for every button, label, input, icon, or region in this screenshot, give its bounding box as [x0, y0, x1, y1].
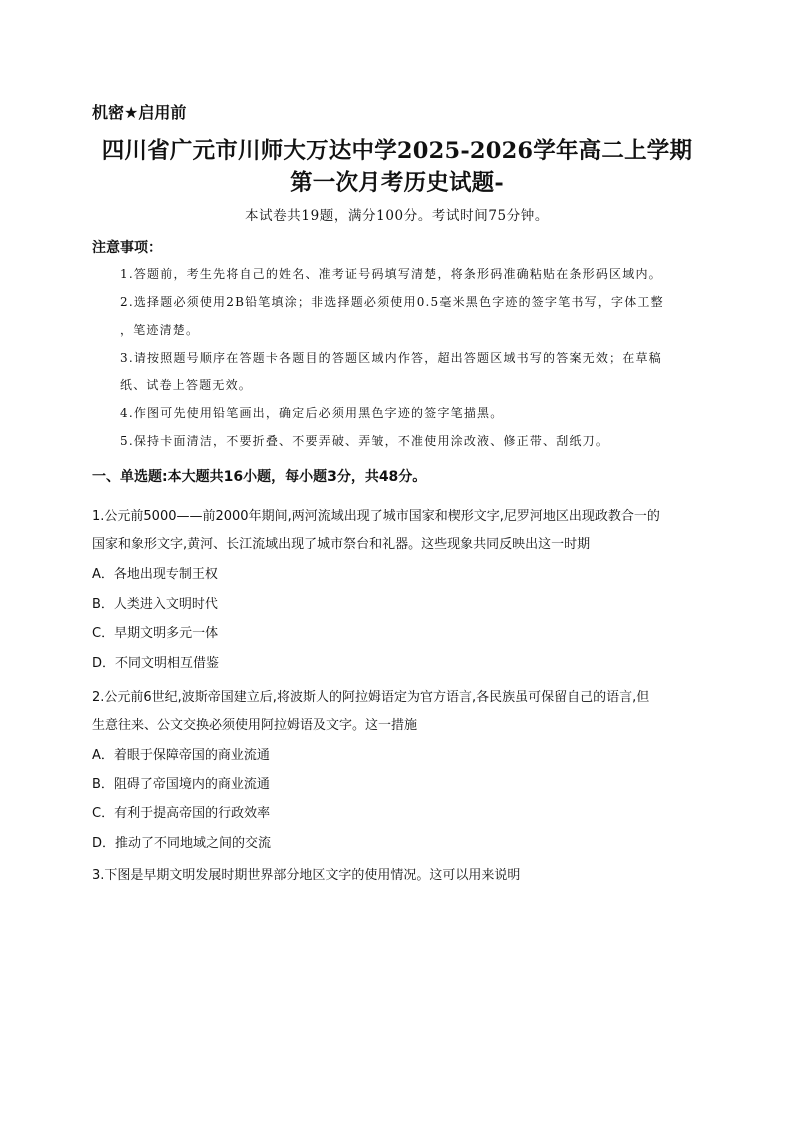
question-1-option-b: B．人类进入文明时代	[92, 597, 218, 612]
exam-title-line2: 第一次月考历史试题-	[290, 170, 504, 196]
notice-line: 5.保持卡面清洁，不要折叠、不要弄破、弄皱，不准使用涂改液、修正带、刮纸刀。	[120, 434, 610, 448]
question-1-option-c: C．早期文明多元一体	[92, 626, 219, 641]
exam-title-line1: 四川省广元市川师大万达中学2025-2026学年高二上学期	[101, 138, 693, 164]
notice-line: 3.请按照题号顺序在答题卡各题目的答题区域内作答，超出答题区域书写的答案无效；在草稿	[120, 351, 662, 365]
confidential-label: 机密★启用前	[92, 103, 187, 122]
question-2-option-d: D．推动了不同地域之间的交流	[92, 836, 272, 851]
question-1-stem-line: 国家和象形文字,黄河、长江流域出现了城市祭台和礼器。这些现象共同反映出这一时期	[92, 537, 591, 552]
notice-line: 2.选择题必须使用2B铅笔填涂；非选择题必须使用0.5毫米黑色字迹的签字笔书写，字体工整	[120, 295, 664, 309]
section-heading: 一、单选题:本大题共16小题，每小题3分，共48分。	[92, 469, 427, 485]
question-2-stem-line: 生意往来、公文交换必须使用阿拉姆语及文字。这一措施	[92, 718, 418, 733]
exam-subtitle: 本试卷共19题，满分100分。考试时间75分钟。	[244, 208, 550, 224]
notice-line: 纸、试卷上答题无效。	[120, 378, 253, 392]
notice-line: 4.作图可先使用铅笔画出，确定后必须用黑色字迹的签字笔描黑。	[120, 406, 504, 420]
question-1-option-d: D．不同文明相互借鉴	[92, 656, 220, 671]
question-2-option-c: C．有利于提高帝国的行政效率	[92, 806, 271, 821]
question-2-option-b: B．阻碍了帝国境内的商业流通	[92, 777, 270, 792]
question-2-option-a: A．着眼于保障帝国的商业流通	[92, 748, 270, 763]
notice-line: 1.答题前，考生先将自己的姓名、准考证号码填写清楚，将条形码准确粘贴在条形码区域内。	[120, 267, 662, 281]
question-1-stem-line: 1.公元前5000——前2000年期间,两河流域出现了城市国家和楔形文字,尼罗河地区出现政教合一的	[92, 509, 660, 524]
notice-heading: 注意事项：	[92, 240, 162, 256]
notice-line: ，笔迹清楚。	[120, 323, 200, 337]
question-2-stem-line: 2.公元前6世纪,波斯帝国建立后,将波斯人的阿拉姆语定为官方语言,各民族虽可保留自己的语言,但	[92, 690, 650, 705]
question-3-stem-line: 3.下图是早期文明发展时期世界部分地区文字的使用情况。这可以用来说明	[92, 868, 521, 883]
question-1-option-a: A．各地出现专制王权	[92, 567, 218, 582]
